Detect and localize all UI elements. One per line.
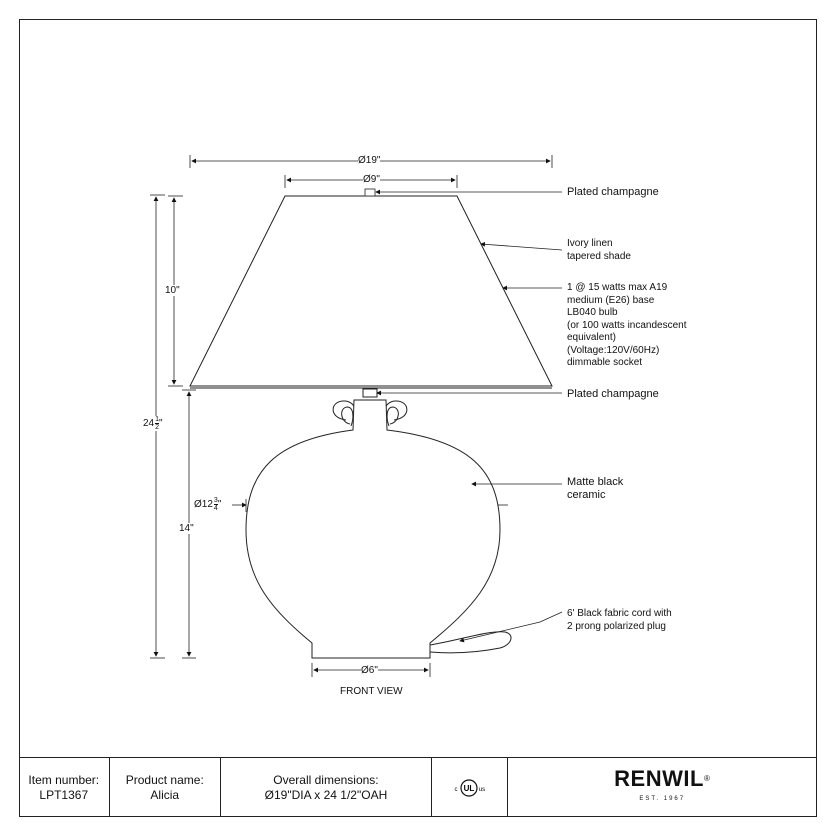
callout-bulb xyxy=(567,282,687,370)
top-width-label: Ø9" xyxy=(363,174,380,185)
callout-cord-line1: 6' Black fabric cord with xyxy=(567,608,672,619)
body-width-label: Ø12 $\frac{3}{4}$ " xyxy=(194,497,222,512)
overall-height-whole: 24 xyxy=(143,418,155,430)
lamp-shade xyxy=(190,196,552,388)
callout-bulb-line7: dimmable socket xyxy=(567,357,643,368)
certification-cell xyxy=(432,758,508,817)
product-name-label: Product name: xyxy=(125,772,204,787)
lamp-cord xyxy=(430,632,511,653)
brand-established: EST. 1967 xyxy=(639,796,686,802)
body-width-denominator: 4 xyxy=(213,505,218,512)
overall-height-numerator: 1 xyxy=(155,416,160,423)
overall-dimensions-value: Ø19"DIA x 24 1/2"OAH xyxy=(264,787,388,802)
callout-bulb-line4: (or 100 watts incandescent xyxy=(567,319,687,331)
callout-body xyxy=(567,476,623,502)
body-width-whole: Ø12 xyxy=(194,499,213,511)
view-label: FRONT VIEW xyxy=(340,686,403,697)
lamp-neck xyxy=(363,389,377,397)
product-name-cell xyxy=(110,758,221,817)
brand-cell xyxy=(508,758,817,817)
svg-text:UL: UL xyxy=(463,783,475,793)
registered-mark: ® xyxy=(703,774,711,783)
callout-body-line2: ceramic xyxy=(567,489,606,501)
ul-listed-icon xyxy=(452,778,486,798)
callout-bulb-line6: (Voltage:120V/60Hz) xyxy=(567,344,660,356)
callout-cord-line2: 2 prong polarized plug xyxy=(567,620,666,632)
overall-dimensions-cell xyxy=(221,758,432,817)
callout-shade-line1: Ivory linen xyxy=(567,238,613,249)
overall-height-denominator: 2 xyxy=(155,424,160,431)
base-width-label: Ø6" xyxy=(361,665,378,676)
callout-body-line1: Matte black xyxy=(567,476,624,488)
callout-bulb-line5: equivalent) xyxy=(567,332,616,343)
callout-bulb-line3: LB040 bulb xyxy=(567,307,618,318)
overall-height-label: 24 $\frac{1}{2}$ " xyxy=(143,416,163,431)
lamp-body xyxy=(246,400,500,658)
callout-bulb-line1: 1 @ 15 watts max A19 xyxy=(567,282,668,293)
callout-shade xyxy=(567,238,631,263)
finial xyxy=(365,189,375,196)
title-block xyxy=(19,757,817,817)
overall-height-fraction xyxy=(155,416,159,431)
body-width-fraction xyxy=(214,497,218,512)
overall-width-label: Ø19" xyxy=(358,155,381,166)
product-name-value: Alicia xyxy=(150,787,180,802)
brand-name: RENWIL xyxy=(614,766,704,791)
callout-finial-finish: Plated champagne xyxy=(567,186,659,198)
item-number-cell xyxy=(19,758,110,817)
callout-cord xyxy=(567,608,672,633)
brand-logo xyxy=(614,768,710,790)
item-number-value: LPT1367 xyxy=(39,787,89,802)
callout-bulb-line2: medium (E26) base xyxy=(567,294,655,306)
base-height-label: 14" xyxy=(179,523,194,534)
callout-neck-finish: Plated champagne xyxy=(567,388,659,400)
item-number-label: Item number: xyxy=(28,772,100,787)
svg-text:c: c xyxy=(454,786,458,793)
body-width-numerator: 3 xyxy=(213,497,218,504)
overall-dimensions-label: Overall dimensions: xyxy=(273,772,379,787)
callout-shade-line2: tapered shade xyxy=(567,250,631,262)
shade-height-label: 10" xyxy=(165,285,180,296)
svg-text:us: us xyxy=(479,786,486,793)
